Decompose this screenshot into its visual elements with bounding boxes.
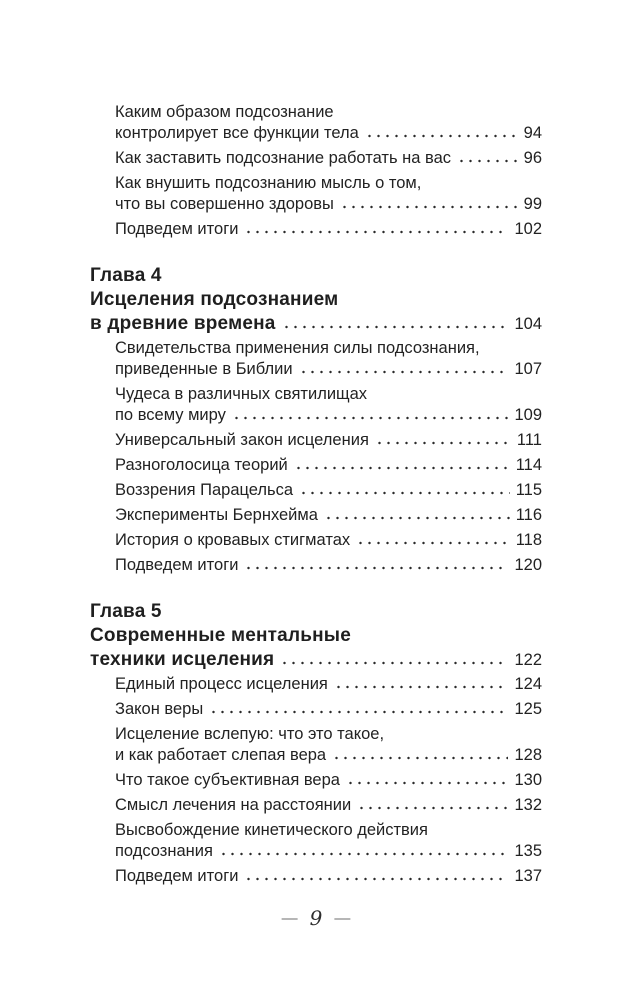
dot-leader bbox=[357, 805, 508, 810]
dot-leader bbox=[244, 565, 508, 570]
chapter-heading bbox=[90, 600, 542, 672]
entry-title-line1: Высвобождение кинетического действия bbox=[115, 821, 428, 839]
dot-leader bbox=[282, 324, 509, 329]
entry-title: Единый процесс исцеления bbox=[115, 675, 328, 693]
toc-entry bbox=[115, 338, 542, 380]
entry-page-number: 99 bbox=[523, 195, 542, 213]
entry-title-line1: Исцеление вслепую: что это такое, bbox=[115, 725, 385, 743]
dot-leader bbox=[356, 540, 510, 545]
entry-title: Как заставить подсознание работать на вас bbox=[115, 149, 452, 167]
dot-leader bbox=[299, 490, 510, 495]
entry-title-line2: что вы совершенно здоровы bbox=[115, 195, 334, 213]
toc-section-continuation bbox=[115, 102, 542, 240]
footer-page-number: 9 bbox=[309, 906, 323, 930]
toc-section-chapter5 bbox=[115, 674, 542, 887]
entry-title: Подведем итоги bbox=[115, 220, 239, 238]
entry-page-number: 128 bbox=[514, 746, 542, 764]
entry-page-number: 135 bbox=[514, 842, 542, 860]
page-footer bbox=[90, 906, 542, 930]
chapter-page-number: 122 bbox=[514, 651, 542, 669]
dot-leader bbox=[332, 755, 508, 760]
dot-leader bbox=[340, 204, 518, 209]
entry-page-number: 137 bbox=[514, 867, 542, 885]
toc-entry bbox=[115, 820, 542, 862]
entry-page-number: 111 bbox=[516, 431, 542, 449]
toc-entry bbox=[115, 148, 542, 169]
dot-leader bbox=[324, 515, 510, 520]
chapter-title-line1: Исцеления подсознанием bbox=[90, 289, 339, 310]
dot-leader bbox=[219, 851, 509, 856]
entry-title-line2: по всему миру bbox=[115, 406, 226, 424]
entry-page-number: 102 bbox=[514, 220, 542, 238]
entry-page-number: 120 bbox=[514, 556, 542, 574]
entry-title-line1: Чудеса в различных святилищах bbox=[115, 385, 368, 403]
toc-entry bbox=[115, 102, 542, 144]
entry-page-number: 114 bbox=[515, 456, 542, 474]
dot-leader bbox=[299, 369, 509, 374]
entry-page-number: 109 bbox=[514, 406, 542, 424]
toc-entry bbox=[115, 866, 542, 887]
entry-page-number: 116 bbox=[515, 506, 542, 524]
entry-page-number: 130 bbox=[514, 771, 542, 789]
toc-entry bbox=[115, 430, 542, 451]
toc-page-body bbox=[90, 102, 542, 891]
entry-title: Закон веры bbox=[115, 700, 204, 718]
dot-leader bbox=[244, 876, 508, 881]
entry-title: Воззрения Парацельса bbox=[115, 481, 294, 499]
entry-page-number: 94 bbox=[523, 124, 542, 142]
toc-entry bbox=[115, 505, 542, 526]
entry-title-line2: подсознания bbox=[115, 842, 213, 860]
entry-title: Подведем итоги bbox=[115, 556, 239, 574]
toc-entry bbox=[115, 795, 542, 816]
toc-entry bbox=[115, 724, 542, 766]
entry-title-line2: приведенные в Библии bbox=[115, 360, 293, 378]
chapter-title-line2: техники исцеления bbox=[90, 649, 275, 670]
entry-title: Подведем итоги bbox=[115, 867, 239, 885]
entry-page-number: 132 bbox=[514, 796, 542, 814]
toc-entry bbox=[115, 530, 542, 551]
toc-entry bbox=[115, 674, 542, 695]
entry-title: Смысл лечения на расстоянии bbox=[115, 796, 352, 814]
toc-entry bbox=[115, 480, 542, 501]
entry-page-number: 118 bbox=[515, 531, 542, 549]
footer-dash-right: — bbox=[334, 910, 351, 927]
entry-title: История о кровавых стигматах bbox=[115, 531, 351, 549]
entry-title: Эксперименты Бернхейма bbox=[115, 506, 318, 524]
dot-leader bbox=[365, 133, 518, 138]
dot-leader bbox=[232, 415, 509, 420]
entry-page-number: 96 bbox=[523, 149, 542, 167]
entry-page-number: 107 bbox=[514, 360, 542, 378]
entry-title-line2: контролирует все функции тела bbox=[115, 124, 359, 142]
dot-leader bbox=[375, 440, 511, 445]
dot-leader bbox=[280, 660, 508, 665]
entry-title-line1: Как внушить подсознанию мысль о том, bbox=[115, 174, 422, 192]
footer-dash-left: — bbox=[281, 910, 298, 927]
entry-title: Универсальный закон исцеления bbox=[115, 431, 369, 449]
dot-leader bbox=[457, 158, 518, 163]
entry-title-line1: Каким образом подсознание bbox=[115, 103, 334, 121]
toc-entry bbox=[115, 699, 542, 720]
toc-entry bbox=[115, 384, 542, 426]
chapter-label: Глава 5 bbox=[90, 601, 162, 622]
chapter-title-line2: в древние времена bbox=[90, 313, 276, 334]
entry-page-number: 125 bbox=[514, 700, 542, 718]
toc-entry bbox=[115, 455, 542, 476]
chapter-label: Глава 4 bbox=[90, 265, 162, 286]
entry-title: Разноголосица теорий bbox=[115, 456, 288, 474]
dot-leader bbox=[294, 465, 510, 470]
chapter-title-line1: Современные ментальные bbox=[90, 625, 351, 646]
entry-title-line1: Свидетельства применения силы подсознания, bbox=[115, 339, 480, 357]
dot-leader bbox=[209, 709, 508, 714]
entry-page-number: 124 bbox=[514, 675, 542, 693]
toc-entry bbox=[115, 173, 542, 215]
entry-title-line2: и как работает слепая вера bbox=[115, 746, 327, 764]
chapter-heading bbox=[90, 264, 542, 336]
toc-section-chapter4 bbox=[115, 338, 542, 576]
entry-page-number: 115 bbox=[515, 481, 542, 499]
toc-entry bbox=[115, 219, 542, 240]
dot-leader bbox=[346, 780, 509, 785]
dot-leader bbox=[244, 229, 508, 234]
entry-title: Что такое субъективная вера bbox=[115, 771, 340, 789]
chapter-page-number: 104 bbox=[514, 315, 542, 333]
toc-entry bbox=[115, 770, 542, 791]
dot-leader bbox=[334, 684, 509, 689]
toc-entry bbox=[115, 555, 542, 576]
